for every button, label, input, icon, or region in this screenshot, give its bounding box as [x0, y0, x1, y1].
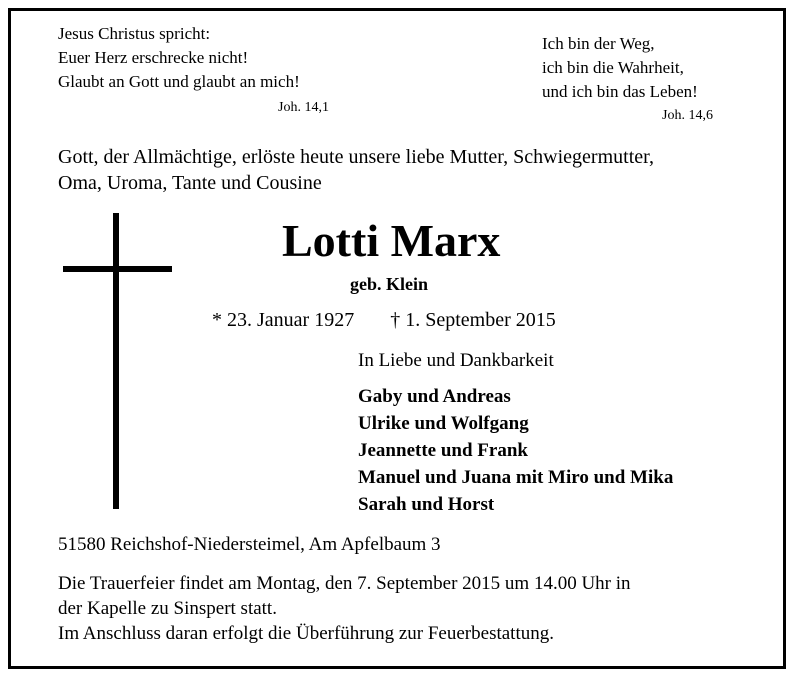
service-info: [58, 571, 631, 646]
address: 51580 Reichshof-Niedersteimel, Am Apfelbaum 3: [58, 534, 441, 555]
intro-text: [58, 144, 654, 196]
intro-line: Gott, der Allmächtige, erlöste heute unsere liebe Mutter, Schwiegermutter,: [58, 146, 654, 168]
verse-right-line: Ich bin der Weg,: [542, 34, 655, 53]
verse-right: [542, 32, 698, 104]
mourner-name: Ulrike und Wolfgang: [358, 413, 529, 434]
mourner-name: Gaby und Andreas: [358, 386, 511, 407]
mourners-list: [358, 383, 673, 518]
verse-left-line: Jesus Christus spricht:: [58, 24, 211, 43]
birth-date: * 23. Januar 1927: [212, 309, 355, 331]
mourner-name: Manuel und Juana mit Miro und Mika: [358, 467, 674, 488]
verse-left: [58, 22, 300, 94]
mourner-name: Jeannette und Frank: [358, 440, 528, 461]
mourner-name: Sarah und Horst: [358, 494, 495, 515]
verse-left-line: Euer Herz erschrecke nicht!: [58, 48, 249, 67]
verse-left-reference: Joh. 14,1: [278, 100, 329, 115]
service-line: der Kapelle zu Sinspert statt.: [58, 598, 277, 619]
maiden-name: geb. Klein: [350, 274, 429, 294]
verse-right-reference: Joh. 14,6: [662, 108, 713, 123]
cross-icon-horizontal: [63, 266, 172, 272]
deceased-name: Lotti Marx: [282, 215, 501, 266]
mourners-intro: In Liebe und Dankbarkeit: [358, 350, 554, 371]
verse-right-line: ich bin die Wahrheit,: [542, 58, 684, 77]
verse-left-line: Glaubt an Gott und glaubt an mich!: [58, 72, 300, 91]
service-line: Im Anschluss daran erfolgt die Überführung zur Feuerbestattung.: [58, 623, 554, 644]
verse-right-line: und ich bin das Leben!: [542, 82, 698, 101]
intro-line: Oma, Uroma, Tante und Cousine: [58, 172, 322, 194]
service-line: Die Trauerfeier findet am Montag, den 7. September 2015 um 14.00 Uhr in: [58, 573, 631, 594]
cross-icon-vertical: [113, 213, 119, 509]
death-date: † 1. September 2015: [390, 309, 556, 331]
life-dates: [212, 309, 556, 332]
